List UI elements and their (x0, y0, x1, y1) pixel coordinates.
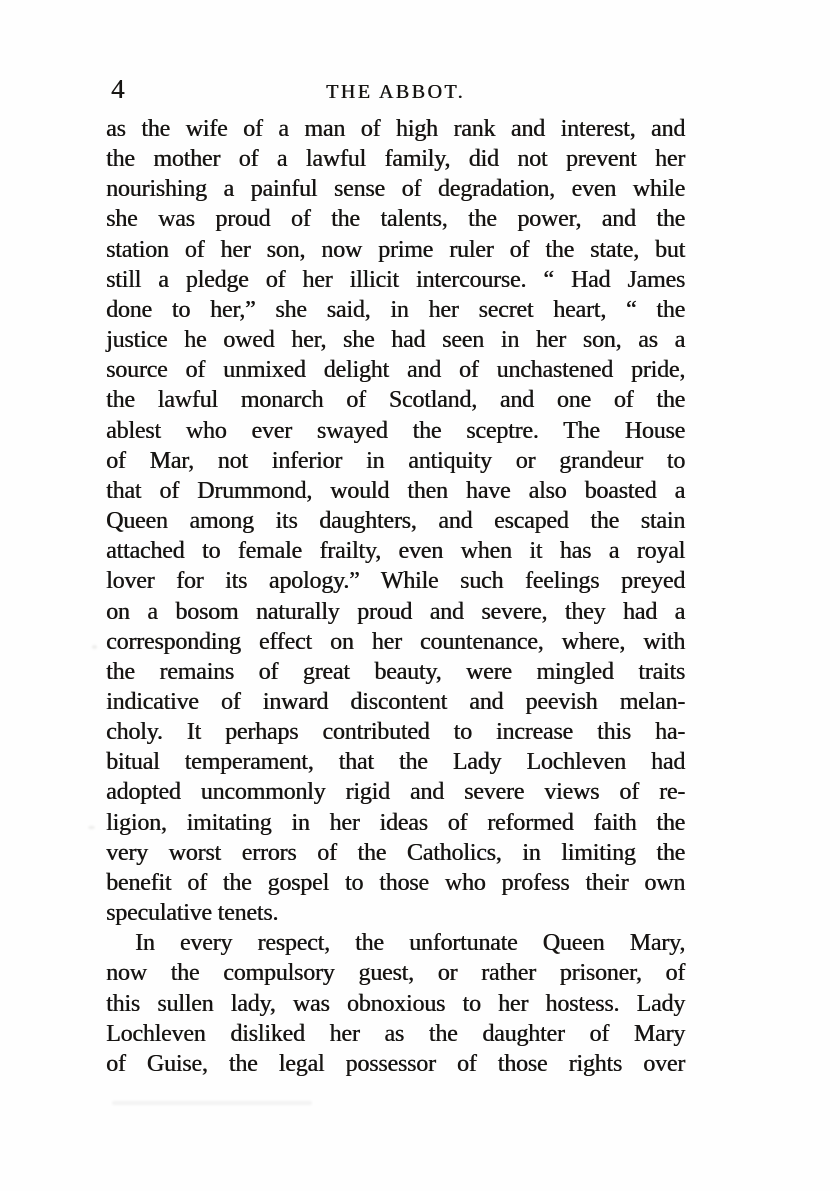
text-line: choly. It perhaps contributed to increase this ha- (106, 719, 685, 746)
running-header-title: THE ABBOT. (325, 81, 466, 103)
text-line: ligion, imitating in her ideas of reformed faith the (106, 809, 685, 836)
text-line: Lochleven disliked her as the daughter of Mary (106, 1020, 685, 1047)
text-line: of Guise, the legal possessor of those rights over (106, 1050, 685, 1077)
text-line: benefit of the gospel to those who profess their own (106, 869, 685, 896)
text-line: corresponding effect on her countenance, where, with (106, 628, 685, 655)
text-line: ablest who ever swayed the sceptre. The House (106, 417, 685, 444)
page-body (106, 114, 685, 1079)
text-line: this sullen lady, was obnoxious to her hostess. Lady (106, 990, 685, 1017)
scan-artifact-speck (88, 826, 95, 829)
text-line: bitual temperament, that the Lady Lochleven had (106, 749, 685, 776)
page-number: 4 (111, 74, 125, 104)
text-line: she was proud of the talents, the power, and the (106, 206, 685, 233)
text-line: indicative of inward discontent and peevish melan- (106, 688, 685, 715)
text-line: as the wife of a man of high rank and interest, and (106, 116, 685, 142)
text-line: that of Drummond, would then have also boasted a (106, 477, 685, 504)
text-line: justice he owed her, she had seen in her son, as a (106, 327, 685, 354)
text-line: source of unmixed delight and of unchastened pride, (106, 357, 685, 384)
text-line: attached to female frailty, even when it has a royal (106, 538, 685, 565)
text-line: speculative tenets. (106, 900, 279, 927)
text-line: done to her,” she said, in her secret heart, “ the (106, 296, 685, 323)
text-line: adopted uncommonly rigid and severe views of re- (106, 779, 685, 806)
text-line: the remains of great beauty, were mingled traits (106, 658, 685, 685)
text-line: on a bosom naturally proud and severe, they had a (106, 598, 685, 625)
text-line: Queen among its daughters, and escaped the stain (106, 508, 685, 535)
text-line: the mother of a lawful family, did not prevent her (106, 146, 685, 173)
text-line: lover for its apology.” While such feelings preyed (106, 568, 685, 595)
scan-artifact-smudge (112, 1101, 312, 1105)
text-line: station of her son, now prime ruler of the state, but (106, 236, 685, 263)
scan-artifact-speck (92, 645, 97, 649)
text-line: still a pledge of her illicit intercourse. “ Had James (106, 266, 685, 293)
text-line: In every respect, the unfortunate Queen Mary, (135, 930, 685, 957)
text-line: very worst errors of the Catholics, in limiting the (106, 839, 685, 866)
text-line: the lawful monarch of Scotland, and one of the (106, 387, 685, 414)
text-line: now the compulsory guest, or rather prisoner, of (106, 960, 685, 987)
text-line: of Mar, not inferior in antiquity or grandeur to (106, 447, 685, 474)
text-line: nourishing a painful sense of degradation, even while (106, 176, 685, 203)
